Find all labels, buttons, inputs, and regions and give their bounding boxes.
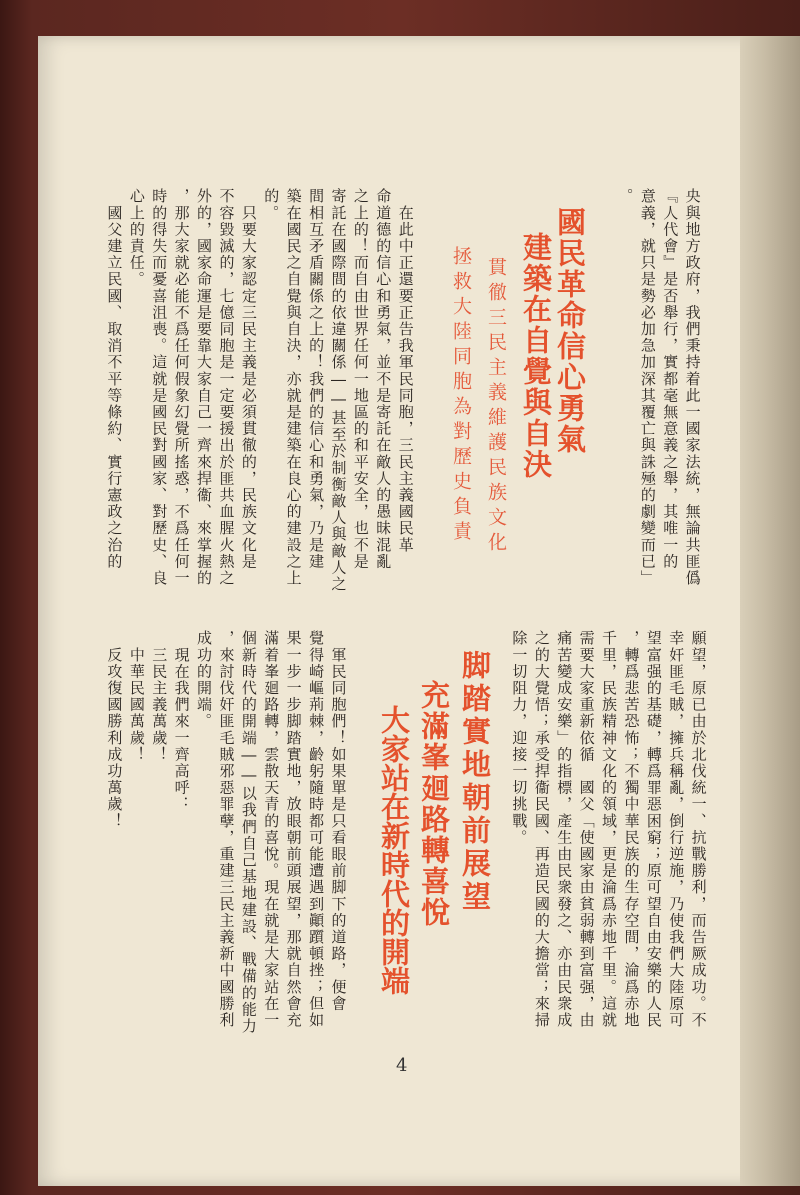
body-text-top-left: 在此中正還要正告我軍民同胞，三民主義國民革 命道德的信心和勇氣，並不是寄託在敵人的愚昧混亂 之上的！而自由世界任何一地區的和平安全，也不是 寄託在國際間的依違關係――甚至於制衡敵人與敵人之 間相互矛盾關係之上的！我們的信心和勇氣，乃是建 築在國民之自覺與自決，亦就是建築在良心的建設之上 的。 只要大家認定三民主義是必須貫徹的，民族文化是 不容毀滅的，七億同胞是一定要援出於匪共血腥火熱之 外的，國家命運是要靠大家自己一齊來捍衞、來掌握的 ，那大家就必能不爲任何假象幻覺所搖惑，不爲任何一 時的得失而憂喜沮喪。這就是國民對國家、對歷史、良 心上的責任。 國父建立民國、取消不平等條約、實行憲政之治的 — [105, 188, 415, 593]
section1-subtitle-line2: 拯救大陸同胞為對歷史負責 — [450, 246, 472, 546]
page-gutter — [740, 36, 800, 1186]
section2-title-line1: 脚踏實地朝前展望 — [458, 650, 492, 914]
body-text-top-right: 央與地方政府，我們秉持着此一國家法統，無論共匪僞 『人代會』是否舉行，實都毫無意義之舉，其唯一的 意義，就只是勢必加急加深其覆亡與誅殛的劇變而已」 。 — [616, 188, 702, 587]
section1-title-line2: 建築在自覺與自決 — [519, 232, 553, 480]
section1-subtitle-line1: 貫徹三民主義維護民族文化 — [485, 257, 507, 557]
section1-title-line1: 國民革命信心勇氣 — [553, 207, 587, 455]
section2-title-line2: 充滿峯廻路轉喜悅 — [417, 680, 451, 928]
page-number: 4 — [396, 1055, 408, 1076]
body-text-bottom-right: 願望，原已由於北伐統一、抗戰勝利，而告厥成功。不 幸奸匪毛賊，擁兵稱亂，倒行逆施，乃使我們大陸原可 望富强的基礎，轉爲罪惡困窮；原可望自由安樂的人民 ，轉爲悲苦恐怖；不獨中華民族的生存空間，淪爲赤地 千里，民族精神文化的領域，更是淪爲赤地千里。這就 需要大家重新依循 國父「使國家由貧弱轉到富强，由 痛苦變成安樂」的指標，產生由民衆發之、亦由民衆成 之的大覺悟；承受捍衞民國、再造民國的大擔當；來掃 除一切阻力，迎接一切挑戰。 — [510, 630, 708, 1029]
section2-title-line3: 大家站在新時代的開端 — [377, 705, 411, 995]
body-text-bottom-left: 軍民同胞們！如果單是只看眼前脚下的道路，便會 覺得崎嶇荊棘，齡躬隨時都可能遭遇到顚躓頓挫；但如 果一步一步脚踏實地，放眼朝前頭展望，那就自然會充 滿着峯廻路轉，雲散天青的喜悅。現在就是大家站在一 個新時代的開端――以我們自己基地建設、戰備的能力 ，來討伐奸匪毛賊邪惡罪孽，重建三民主義新中國勝利 成功的開端。 現在我們來一齊高呼： 三民主義萬歲！ 中華民國萬歲！ 反攻復國勝利成功萬歲！ — [105, 630, 348, 1035]
